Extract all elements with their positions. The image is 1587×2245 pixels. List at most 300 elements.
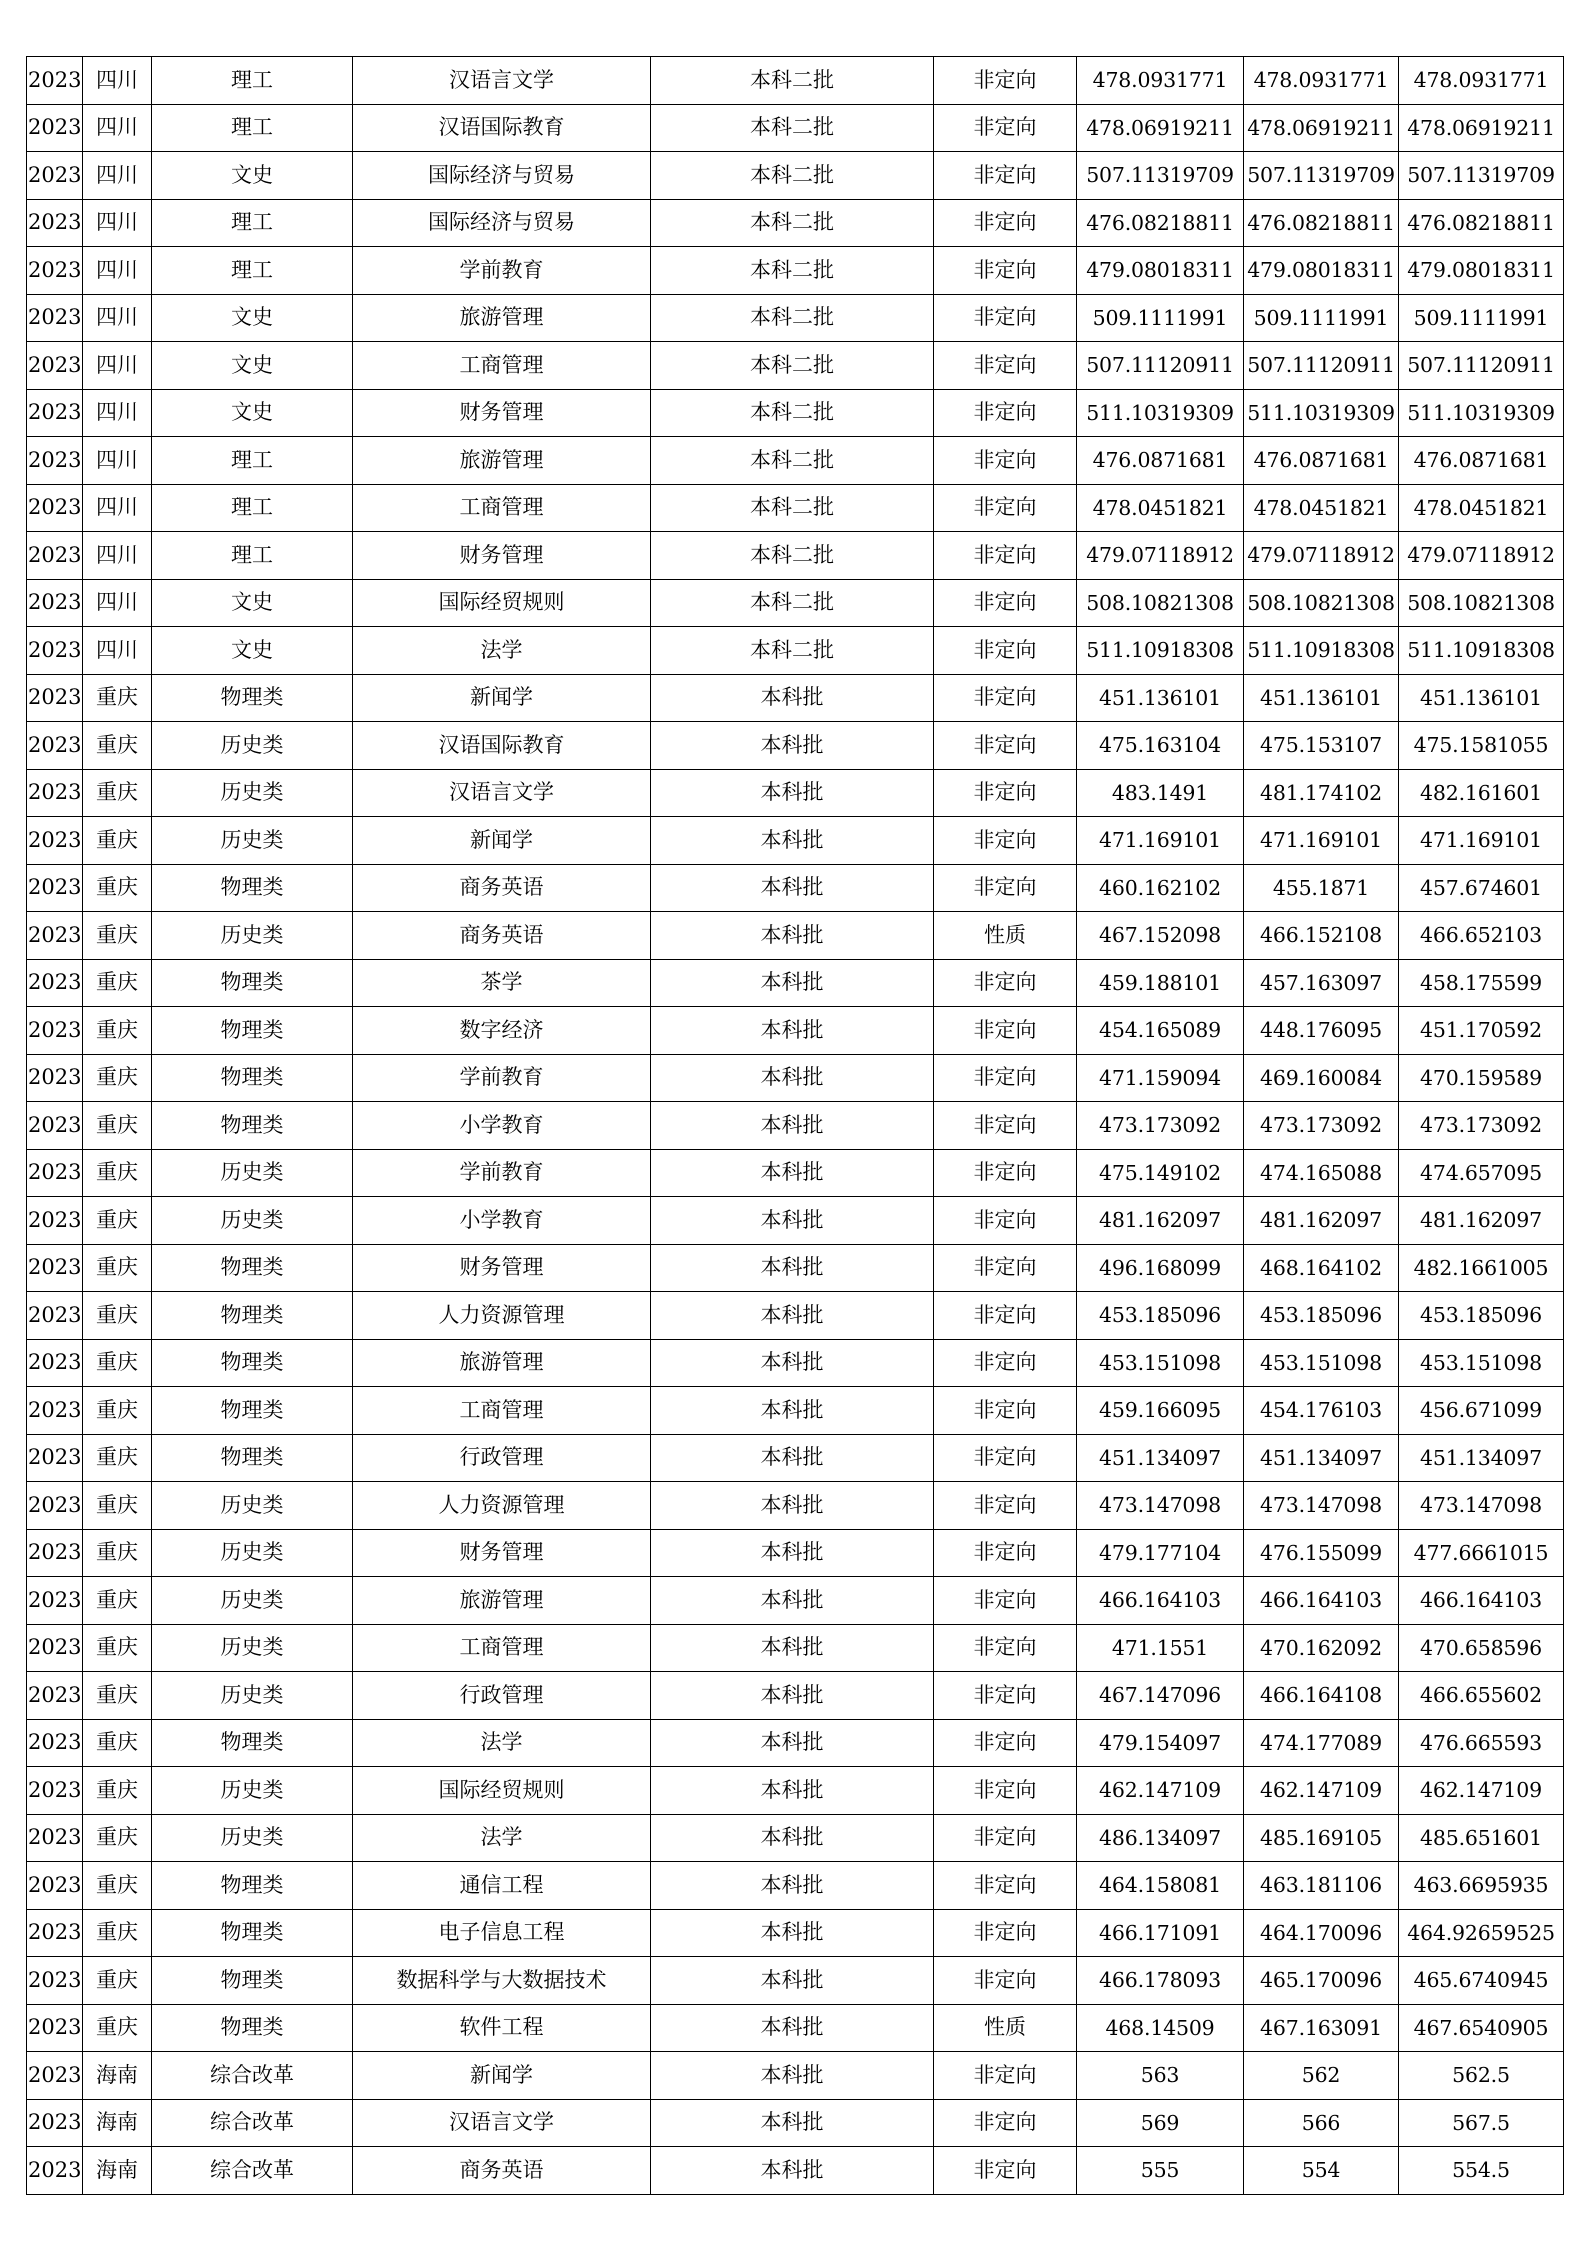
table-row — [27, 1339, 1564, 1387]
table-row — [27, 1054, 1564, 1102]
batch-cell: 本科批 — [651, 722, 934, 770]
subject-category-cell: 物理类 — [152, 1957, 353, 2005]
max-score-cell: 478.0451821 — [1077, 484, 1244, 532]
major-cell: 国际经济与贸易 — [353, 199, 651, 247]
max-score-cell: 464.158081 — [1077, 1862, 1244, 1910]
max-score-cell: 476.0871681 — [1077, 437, 1244, 485]
enrollment-type-cell: 非定向 — [934, 1529, 1077, 1577]
table-row — [27, 532, 1564, 580]
max-score-cell: 466.178093 — [1077, 1957, 1244, 2005]
max-score-cell: 459.166095 — [1077, 1387, 1244, 1435]
batch-cell: 本科二批 — [651, 104, 934, 152]
year-cell: 2023 — [27, 1767, 83, 1815]
min-score-cell: 511.10918308 — [1244, 627, 1399, 675]
table-row — [27, 57, 1564, 105]
enrollment-type-cell: 非定向 — [934, 817, 1077, 865]
table-row — [27, 104, 1564, 152]
province-cell: 四川 — [83, 247, 152, 295]
batch-cell: 本科二批 — [651, 247, 934, 295]
avg-score-cell: 479.08018311 — [1399, 247, 1564, 295]
min-score-cell: 471.169101 — [1244, 817, 1399, 865]
avg-score-cell: 482.161601 — [1399, 769, 1564, 817]
batch-cell: 本科批 — [651, 1577, 934, 1625]
min-score-cell: 466.164103 — [1244, 1577, 1399, 1625]
enrollment-type-cell: 非定向 — [934, 1244, 1077, 1292]
year-cell: 2023 — [27, 722, 83, 770]
min-score-cell: 562 — [1244, 2052, 1399, 2100]
min-score-cell: 478.0931771 — [1244, 57, 1399, 105]
min-score-cell: 473.147098 — [1244, 1482, 1399, 1530]
table-row — [27, 912, 1564, 960]
year-cell: 2023 — [27, 104, 83, 152]
max-score-cell: 462.147109 — [1077, 1767, 1244, 1815]
min-score-cell: 455.1871 — [1244, 864, 1399, 912]
min-score-cell: 507.11319709 — [1244, 152, 1399, 200]
year-cell: 2023 — [27, 389, 83, 437]
batch-cell: 本科批 — [651, 864, 934, 912]
major-cell: 法学 — [353, 1814, 651, 1862]
table-row — [27, 864, 1564, 912]
major-cell: 行政管理 — [353, 1672, 651, 1720]
major-cell: 行政管理 — [353, 1434, 651, 1482]
avg-score-cell: 470.159589 — [1399, 1054, 1564, 1102]
province-cell: 重庆 — [83, 1007, 152, 1055]
enrollment-type-cell: 非定向 — [934, 532, 1077, 580]
table-row — [27, 674, 1564, 722]
province-cell: 四川 — [83, 532, 152, 580]
enrollment-type-cell: 非定向 — [934, 294, 1077, 342]
max-score-cell: 473.147098 — [1077, 1482, 1244, 1530]
avg-score-cell: 481.162097 — [1399, 1197, 1564, 1245]
province-cell: 重庆 — [83, 1434, 152, 1482]
batch-cell: 本科批 — [651, 1197, 934, 1245]
min-score-cell: 476.155099 — [1244, 1529, 1399, 1577]
table-row — [27, 199, 1564, 247]
enrollment-type-cell: 非定向 — [934, 2147, 1077, 2195]
province-cell: 四川 — [83, 389, 152, 437]
province-cell: 重庆 — [83, 1909, 152, 1957]
major-cell: 数据科学与大数据技术 — [353, 1957, 651, 2005]
table-row — [27, 2052, 1564, 2100]
province-cell: 重庆 — [83, 1197, 152, 1245]
subject-category-cell: 理工 — [152, 199, 353, 247]
batch-cell: 本科批 — [651, 1339, 934, 1387]
enrollment-type-cell: 非定向 — [934, 864, 1077, 912]
min-score-cell: 566 — [1244, 2099, 1399, 2147]
year-cell: 2023 — [27, 2052, 83, 2100]
major-cell: 财务管理 — [353, 532, 651, 580]
enrollment-type-cell: 非定向 — [934, 247, 1077, 295]
province-cell: 重庆 — [83, 1529, 152, 1577]
max-score-cell: 468.14509 — [1077, 2004, 1244, 2052]
major-cell: 软件工程 — [353, 2004, 651, 2052]
table-row — [27, 722, 1564, 770]
year-cell: 2023 — [27, 1434, 83, 1482]
batch-cell: 本科批 — [651, 1672, 934, 1720]
subject-category-cell: 历史类 — [152, 1482, 353, 1530]
major-cell: 财务管理 — [353, 389, 651, 437]
enrollment-type-cell: 非定向 — [934, 722, 1077, 770]
avg-score-cell: 453.185096 — [1399, 1292, 1564, 1340]
batch-cell: 本科批 — [651, 959, 934, 1007]
subject-category-cell: 历史类 — [152, 1197, 353, 1245]
major-cell: 人力资源管理 — [353, 1482, 651, 1530]
max-score-cell: 471.1551 — [1077, 1624, 1244, 1672]
major-cell: 旅游管理 — [353, 1577, 651, 1625]
avg-score-cell: 463.6695935 — [1399, 1862, 1564, 1910]
enrollment-type-cell: 非定向 — [934, 1149, 1077, 1197]
table-row — [27, 152, 1564, 200]
avg-score-cell: 567.5 — [1399, 2099, 1564, 2147]
table-row — [27, 1909, 1564, 1957]
enrollment-type-cell: 非定向 — [934, 104, 1077, 152]
year-cell: 2023 — [27, 1577, 83, 1625]
avg-score-cell: 451.134097 — [1399, 1434, 1564, 1482]
major-cell: 旅游管理 — [353, 437, 651, 485]
major-cell: 电子信息工程 — [353, 1909, 651, 1957]
batch-cell: 本科批 — [651, 2099, 934, 2147]
major-cell: 茶学 — [353, 959, 651, 1007]
table-row — [27, 1767, 1564, 1815]
max-score-cell: 478.06919211 — [1077, 104, 1244, 152]
avg-score-cell: 451.136101 — [1399, 674, 1564, 722]
table-row — [27, 1434, 1564, 1482]
enrollment-type-cell: 非定向 — [934, 152, 1077, 200]
min-score-cell: 476.08218811 — [1244, 199, 1399, 247]
max-score-cell: 507.11319709 — [1077, 152, 1244, 200]
enrollment-type-cell: 非定向 — [934, 484, 1077, 532]
province-cell: 重庆 — [83, 769, 152, 817]
province-cell: 重庆 — [83, 1149, 152, 1197]
year-cell: 2023 — [27, 2004, 83, 2052]
enrollment-type-cell: 非定向 — [934, 1007, 1077, 1055]
table-row — [27, 2147, 1564, 2195]
province-cell: 重庆 — [83, 1339, 152, 1387]
max-score-cell: 479.177104 — [1077, 1529, 1244, 1577]
max-score-cell: 486.134097 — [1077, 1814, 1244, 1862]
table-row — [27, 1244, 1564, 1292]
batch-cell: 本科批 — [651, 1529, 934, 1577]
province-cell: 重庆 — [83, 1672, 152, 1720]
min-score-cell: 474.165088 — [1244, 1149, 1399, 1197]
major-cell: 新闻学 — [353, 817, 651, 865]
subject-category-cell: 文史 — [152, 342, 353, 390]
subject-category-cell: 历史类 — [152, 1767, 353, 1815]
table-body — [27, 57, 1564, 2195]
year-cell: 2023 — [27, 484, 83, 532]
avg-score-cell: 562.5 — [1399, 2052, 1564, 2100]
subject-category-cell: 物理类 — [152, 1054, 353, 1102]
min-score-cell: 481.174102 — [1244, 769, 1399, 817]
avg-score-cell: 482.1661005 — [1399, 1244, 1564, 1292]
batch-cell: 本科批 — [651, 1149, 934, 1197]
subject-category-cell: 历史类 — [152, 722, 353, 770]
major-cell: 新闻学 — [353, 2052, 651, 2100]
min-score-cell: 468.164102 — [1244, 1244, 1399, 1292]
table-row — [27, 1292, 1564, 1340]
year-cell: 2023 — [27, 532, 83, 580]
max-score-cell: 451.136101 — [1077, 674, 1244, 722]
major-cell: 国际经济与贸易 — [353, 152, 651, 200]
subject-category-cell: 综合改革 — [152, 2099, 353, 2147]
batch-cell: 本科二批 — [651, 579, 934, 627]
major-cell: 旅游管理 — [353, 294, 651, 342]
max-score-cell: 509.1111991 — [1077, 294, 1244, 342]
batch-cell: 本科二批 — [651, 294, 934, 342]
table-row — [27, 2004, 1564, 2052]
batch-cell: 本科批 — [651, 1387, 934, 1435]
table-row — [27, 1624, 1564, 1672]
avg-score-cell: 485.651601 — [1399, 1814, 1564, 1862]
province-cell: 四川 — [83, 294, 152, 342]
major-cell: 国际经贸规则 — [353, 1767, 651, 1815]
min-score-cell: 508.10821308 — [1244, 579, 1399, 627]
max-score-cell: 454.165089 — [1077, 1007, 1244, 1055]
max-score-cell: 478.0931771 — [1077, 57, 1244, 105]
year-cell: 2023 — [27, 342, 83, 390]
max-score-cell: 453.151098 — [1077, 1339, 1244, 1387]
min-score-cell: 462.147109 — [1244, 1767, 1399, 1815]
major-cell: 工商管理 — [353, 1624, 651, 1672]
min-score-cell: 473.173092 — [1244, 1102, 1399, 1150]
table-row — [27, 817, 1564, 865]
enrollment-type-cell: 性质 — [934, 2004, 1077, 2052]
major-cell: 小学教育 — [353, 1102, 651, 1150]
major-cell: 新闻学 — [353, 674, 651, 722]
min-score-cell: 463.181106 — [1244, 1862, 1399, 1910]
avg-score-cell: 477.6661015 — [1399, 1529, 1564, 1577]
avg-score-cell: 451.170592 — [1399, 1007, 1564, 1055]
major-cell: 财务管理 — [353, 1244, 651, 1292]
major-cell: 汉语言文学 — [353, 2099, 651, 2147]
subject-category-cell: 理工 — [152, 247, 353, 295]
table-row — [27, 1529, 1564, 1577]
major-cell: 法学 — [353, 1719, 651, 1767]
max-score-cell: 511.10319309 — [1077, 389, 1244, 437]
min-score-cell: 451.134097 — [1244, 1434, 1399, 1482]
table-row — [27, 959, 1564, 1007]
enrollment-type-cell: 非定向 — [934, 57, 1077, 105]
subject-category-cell: 物理类 — [152, 1862, 353, 1910]
major-cell: 数字经济 — [353, 1007, 651, 1055]
avg-score-cell: 478.0451821 — [1399, 484, 1564, 532]
year-cell: 2023 — [27, 959, 83, 1007]
enrollment-type-cell: 非定向 — [934, 2099, 1077, 2147]
enrollment-type-cell: 非定向 — [934, 1292, 1077, 1340]
major-cell: 通信工程 — [353, 1862, 651, 1910]
batch-cell: 本科批 — [651, 1719, 934, 1767]
province-cell: 重庆 — [83, 1054, 152, 1102]
batch-cell: 本科批 — [651, 1054, 934, 1102]
year-cell: 2023 — [27, 1957, 83, 2005]
subject-category-cell: 物理类 — [152, 1909, 353, 1957]
province-cell: 四川 — [83, 484, 152, 532]
subject-category-cell: 历史类 — [152, 769, 353, 817]
province-cell: 重庆 — [83, 1957, 152, 2005]
min-score-cell: 476.0871681 — [1244, 437, 1399, 485]
avg-score-cell: 508.10821308 — [1399, 579, 1564, 627]
table-row — [27, 342, 1564, 390]
max-score-cell: 476.08218811 — [1077, 199, 1244, 247]
avg-score-cell: 457.674601 — [1399, 864, 1564, 912]
province-cell: 重庆 — [83, 1814, 152, 1862]
enrollment-type-cell: 非定向 — [934, 959, 1077, 1007]
avg-score-cell: 462.147109 — [1399, 1767, 1564, 1815]
major-cell: 国际经贸规则 — [353, 579, 651, 627]
year-cell: 2023 — [27, 1482, 83, 1530]
enrollment-type-cell: 非定向 — [934, 199, 1077, 247]
subject-category-cell: 历史类 — [152, 912, 353, 960]
subject-category-cell: 物理类 — [152, 1387, 353, 1435]
min-score-cell: 479.08018311 — [1244, 247, 1399, 295]
batch-cell: 本科二批 — [651, 532, 934, 580]
enrollment-type-cell: 非定向 — [934, 1814, 1077, 1862]
year-cell: 2023 — [27, 1862, 83, 1910]
max-score-cell: 466.164103 — [1077, 1577, 1244, 1625]
table-row — [27, 769, 1564, 817]
enrollment-type-cell: 性质 — [934, 912, 1077, 960]
province-cell: 四川 — [83, 342, 152, 390]
year-cell: 2023 — [27, 247, 83, 295]
subject-category-cell: 理工 — [152, 484, 353, 532]
max-score-cell: 475.149102 — [1077, 1149, 1244, 1197]
min-score-cell: 554 — [1244, 2147, 1399, 2195]
avg-score-cell: 507.11120911 — [1399, 342, 1564, 390]
batch-cell: 本科二批 — [651, 152, 934, 200]
year-cell: 2023 — [27, 817, 83, 865]
max-score-cell: 467.147096 — [1077, 1672, 1244, 1720]
province-cell: 四川 — [83, 579, 152, 627]
subject-category-cell: 历史类 — [152, 1814, 353, 1862]
max-score-cell: 459.188101 — [1077, 959, 1244, 1007]
enrollment-type-cell: 非定向 — [934, 389, 1077, 437]
major-cell: 学前教育 — [353, 247, 651, 295]
subject-category-cell: 物理类 — [152, 1719, 353, 1767]
batch-cell: 本科批 — [651, 817, 934, 865]
max-score-cell: 471.169101 — [1077, 817, 1244, 865]
table-row — [27, 1007, 1564, 1055]
year-cell: 2023 — [27, 1054, 83, 1102]
year-cell: 2023 — [27, 57, 83, 105]
subject-category-cell: 文史 — [152, 294, 353, 342]
table-row — [27, 294, 1564, 342]
major-cell: 小学教育 — [353, 1197, 651, 1245]
enrollment-type-cell: 非定向 — [934, 1767, 1077, 1815]
batch-cell: 本科二批 — [651, 627, 934, 675]
min-score-cell: 479.07118912 — [1244, 532, 1399, 580]
year-cell: 2023 — [27, 627, 83, 675]
year-cell: 2023 — [27, 437, 83, 485]
enrollment-type-cell: 非定向 — [934, 1339, 1077, 1387]
batch-cell: 本科批 — [651, 912, 934, 960]
province-cell: 重庆 — [83, 722, 152, 770]
province-cell: 重庆 — [83, 959, 152, 1007]
year-cell: 2023 — [27, 2147, 83, 2195]
avg-score-cell: 466.164103 — [1399, 1577, 1564, 1625]
min-score-cell: 475.153107 — [1244, 722, 1399, 770]
major-cell: 财务管理 — [353, 1529, 651, 1577]
avg-score-cell: 458.175599 — [1399, 959, 1564, 1007]
enrollment-type-cell: 非定向 — [934, 437, 1077, 485]
avg-score-cell: 476.0871681 — [1399, 437, 1564, 485]
avg-score-cell: 453.151098 — [1399, 1339, 1564, 1387]
max-score-cell: 471.159094 — [1077, 1054, 1244, 1102]
min-score-cell: 470.162092 — [1244, 1624, 1399, 1672]
avg-score-cell: 511.10918308 — [1399, 627, 1564, 675]
major-cell: 学前教育 — [353, 1149, 651, 1197]
min-score-cell: 466.164108 — [1244, 1672, 1399, 1720]
year-cell: 2023 — [27, 1814, 83, 1862]
table-row — [27, 1814, 1564, 1862]
major-cell: 商务英语 — [353, 912, 651, 960]
batch-cell: 本科批 — [651, 1434, 934, 1482]
max-score-cell: 473.173092 — [1077, 1102, 1244, 1150]
batch-cell: 本科批 — [651, 2004, 934, 2052]
province-cell: 四川 — [83, 199, 152, 247]
year-cell: 2023 — [27, 1007, 83, 1055]
table-row — [27, 627, 1564, 675]
enrollment-type-cell: 非定向 — [934, 1387, 1077, 1435]
min-score-cell: 511.10319309 — [1244, 389, 1399, 437]
province-cell: 重庆 — [83, 1719, 152, 1767]
table-row — [27, 1149, 1564, 1197]
subject-category-cell: 理工 — [152, 532, 353, 580]
min-score-cell: 453.185096 — [1244, 1292, 1399, 1340]
max-score-cell: 481.162097 — [1077, 1197, 1244, 1245]
table-row — [27, 437, 1564, 485]
avg-score-cell: 456.671099 — [1399, 1387, 1564, 1435]
province-cell: 重庆 — [83, 912, 152, 960]
province-cell: 四川 — [83, 57, 152, 105]
table-row — [27, 484, 1564, 532]
avg-score-cell: 465.6740945 — [1399, 1957, 1564, 2005]
major-cell: 工商管理 — [353, 342, 651, 390]
year-cell: 2023 — [27, 1244, 83, 1292]
province-cell: 重庆 — [83, 1482, 152, 1530]
min-score-cell: 457.163097 — [1244, 959, 1399, 1007]
subject-category-cell: 物理类 — [152, 959, 353, 1007]
min-score-cell: 507.11120911 — [1244, 342, 1399, 390]
max-score-cell: 451.134097 — [1077, 1434, 1244, 1482]
enrollment-type-cell: 非定向 — [934, 1197, 1077, 1245]
max-score-cell: 479.08018311 — [1077, 247, 1244, 295]
max-score-cell: 569 — [1077, 2099, 1244, 2147]
max-score-cell: 511.10918308 — [1077, 627, 1244, 675]
province-cell: 重庆 — [83, 1102, 152, 1150]
subject-category-cell: 物理类 — [152, 674, 353, 722]
batch-cell: 本科批 — [651, 674, 934, 722]
admission-score-table — [26, 56, 1564, 2195]
subject-category-cell: 文史 — [152, 389, 353, 437]
avg-score-cell: 473.147098 — [1399, 1482, 1564, 1530]
enrollment-type-cell: 非定向 — [934, 1957, 1077, 2005]
province-cell: 海南 — [83, 2052, 152, 2100]
subject-category-cell: 综合改革 — [152, 2147, 353, 2195]
avg-score-cell: 470.658596 — [1399, 1624, 1564, 1672]
year-cell: 2023 — [27, 1149, 83, 1197]
table-row — [27, 1862, 1564, 1910]
max-score-cell: 475.163104 — [1077, 722, 1244, 770]
avg-score-cell: 509.1111991 — [1399, 294, 1564, 342]
province-cell: 四川 — [83, 104, 152, 152]
avg-score-cell: 478.06919211 — [1399, 104, 1564, 152]
province-cell: 海南 — [83, 2099, 152, 2147]
year-cell: 2023 — [27, 1672, 83, 1720]
year-cell: 2023 — [27, 1339, 83, 1387]
avg-score-cell: 478.0931771 — [1399, 57, 1564, 105]
avg-score-cell: 475.1581055 — [1399, 722, 1564, 770]
major-cell: 人力资源管理 — [353, 1292, 651, 1340]
